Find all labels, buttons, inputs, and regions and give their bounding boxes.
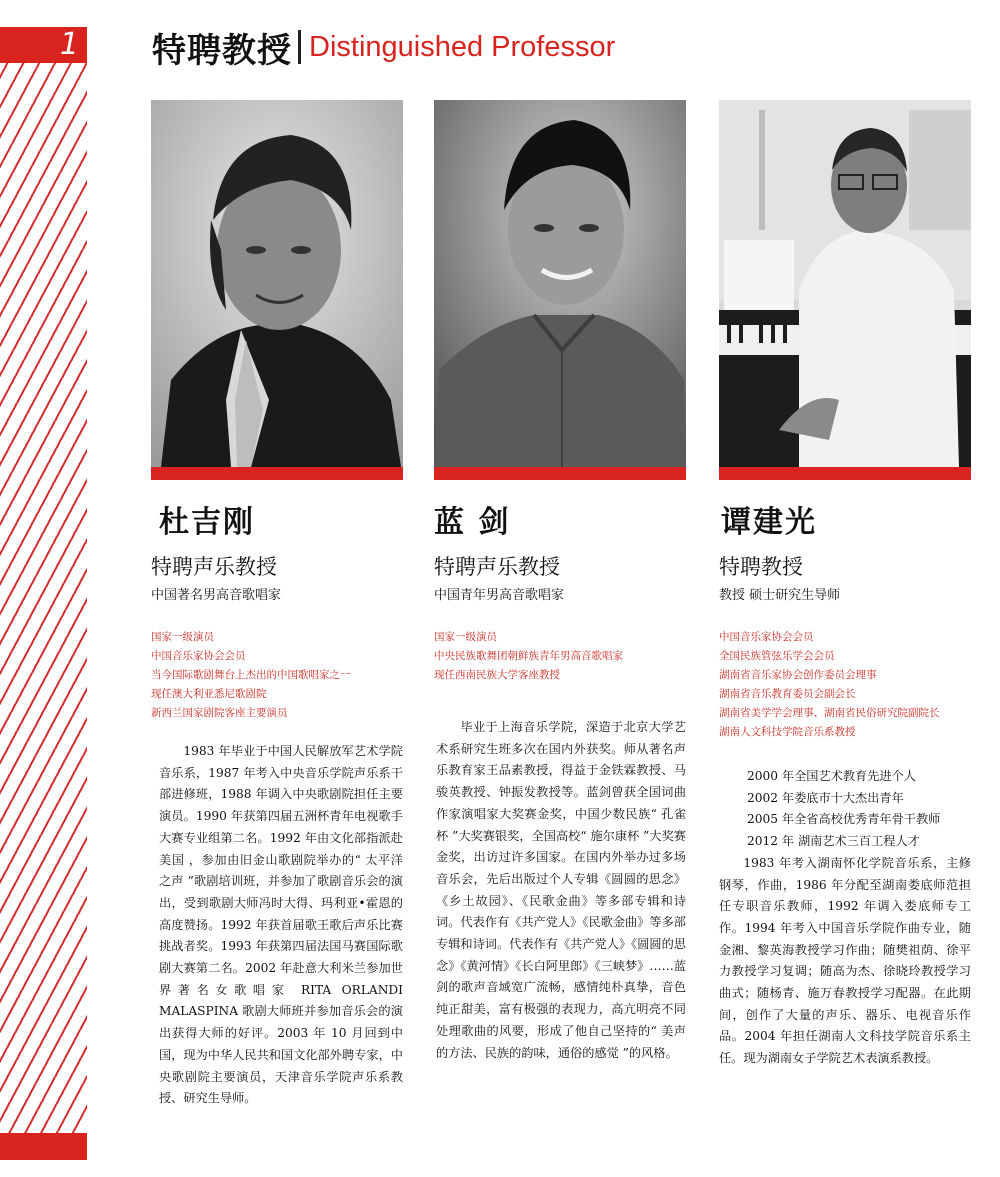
professor-card-3 bbox=[719, 100, 971, 1070]
professor-description: 中国著名男高音歌唱家 bbox=[151, 588, 282, 603]
professor-bio: 1983 年毕业于中国人民解放军艺术学院音乐系，1987 年考入中央音乐学院声乐系干部进修班，1988 年调入中央歌剧院担任主要演员。1990 年获第四届五洲杯青年电视歌手大赛专业组第二名。1992 年由文化部指派赴美国 ，参加由旧金山歌剧院举办的“ 太平洋之声 ”歌剧培训班，并参加了歌剧音乐会的演出，受到歌剧大师冯时大得、玛利亚•霍恩的高度赞扬。1992 年获首届歌王歌后声乐比赛挑战者奖。1993 年获第四届法国马赛国际歌剧大赛第二名。2002 年赴意大利米兰参加世界著名女歌唱家 RITA ORLANDI MALASPINA 歌剧大师班并参加音乐会的演出获得大师的好评。2003 年 10 月回到中国，现为中华人民共和国文化部外聘专家，中央歌剧院主要演员，天津音乐学院声乐系教授、研究生导师。 bbox=[159, 744, 403, 1106]
honor-item: 湖南省美学学会理事、湖南省民俗研究院副院长 bbox=[719, 707, 940, 719]
award-item: 2012 年 湖南艺术三百工程人才 bbox=[747, 834, 920, 849]
title-divider bbox=[298, 30, 301, 64]
honor-item: 全国民族管弦乐学会会员 bbox=[719, 650, 835, 662]
professor-description: 教授 硕士研究生导师 bbox=[719, 588, 841, 603]
honor-item: 国家一级演员 bbox=[434, 631, 497, 643]
page-title-cn: 特聘教授 bbox=[152, 30, 292, 71]
professor-description: 中国青年男高音歌唱家 bbox=[434, 588, 565, 603]
left-stripe-bar bbox=[0, 62, 87, 1134]
professor-name: 谭建光 bbox=[721, 505, 817, 540]
professor-name: 蓝 剑 bbox=[434, 505, 511, 540]
honor-item: 国家一级演员 bbox=[151, 631, 214, 643]
page-number: 1 bbox=[59, 27, 79, 62]
honor-item: 湖南省音乐家协会创作委员会理事 bbox=[719, 669, 877, 681]
award-item: 2000 年全国艺术教育先进个人 bbox=[747, 769, 916, 783]
page-header bbox=[152, 22, 615, 72]
honor-item: 湖南人文科技学院音乐系教授 bbox=[719, 726, 856, 738]
page-number-tab bbox=[0, 27, 87, 63]
portrait-image bbox=[719, 100, 971, 467]
portrait-image bbox=[434, 100, 686, 467]
professor-bio: 毕业于上海音乐学院，深造于北京大学艺术系研究生班多次在国内外获奖。师从著名声乐教育家王品素教授，得益于金铁霖教授、马骏英教授、钟振发教授等。蓝剑曾获全国词曲作家演唱家大奖赛金奖，中国少数民族“ 孔雀杯 ”大奖赛银奖，全国高校“ 施尔康杯 ”大奖赛金奖，出访过许多国家。在国内外举办过多场音乐会，先后出版过个人专辑《圆圆的思念》《乡土故园》、《民歌金曲》等多部专辑和诗词。代表作有《共产党人》《民歌金曲》等多部专辑和诗词。代表作有《共产党人》《圆圆的思念》《黄河情》《长白阿里郎》《三峡梦》……蓝剑的歌声音域宽广流畅，感情纯朴真挚，音色纯正甜美，富有极强的表现力，高亢明亮不同处理歌曲的风要，形成了他自己坚持的“ 美声的方法、民族的韵味，通俗的感觉 ”的风格。 bbox=[436, 720, 686, 1060]
professor-bio: 1983 年考入湖南怀化学院音乐系，主修钢琴，作曲，1986 年分配至湖南娄底师范担任专职音乐教师，1992 年调入娄底师专工作。1994 年考入中国音乐学院作曲专业，随金湘、黎英海教授学习作曲；随樊祖荫、徐平力教授学习复调；随高为杰、徐晓玲教授学习曲式；随杨青、施万春教授学习配器。在此期间，创作了大量的声乐、器乐、电视音乐作品。2004 年担任湖南人文科技学院音乐系主任。现为湖南女子学院艺术表演系教授。 bbox=[719, 855, 971, 1066]
honor-item: 湖南省音乐教育委员会副会长 bbox=[719, 688, 856, 700]
professor-photo bbox=[151, 100, 403, 467]
honor-item: 中国音乐家协会会员 bbox=[719, 631, 814, 643]
honor-item: 新西兰国家剧院客座主要演员 bbox=[151, 707, 288, 719]
photo-red-bar bbox=[434, 467, 686, 480]
honor-item: 现任澳大利亚悉尼歌剧院 bbox=[151, 688, 267, 700]
honors-list bbox=[151, 628, 403, 723]
professor-role: 特聘声乐教授 bbox=[434, 555, 560, 579]
professor-role: 特聘教授 bbox=[719, 555, 803, 579]
honor-item: 现任西南民族大学客座教授 bbox=[434, 669, 560, 681]
honor-item: 中国音乐家协会会员 bbox=[151, 650, 246, 662]
bottom-red-tab bbox=[0, 1133, 87, 1160]
honors-list bbox=[719, 628, 971, 742]
portrait-image bbox=[151, 100, 403, 467]
professor-photo bbox=[719, 100, 971, 467]
award-item: 2005 年全省高校优秀青年骨干教师 bbox=[747, 812, 941, 827]
professor-card-2 bbox=[434, 100, 686, 1064]
professor-role: 特聘声乐教授 bbox=[151, 555, 277, 579]
honors-list bbox=[434, 628, 686, 685]
honor-item: 当今国际歌剧舞台上杰出的中国歌唱家之一 bbox=[151, 669, 351, 681]
award-item: 2002 年娄底市十大杰出青年 bbox=[747, 790, 904, 805]
photo-red-bar bbox=[719, 467, 971, 480]
professor-name: 杜吉刚 bbox=[159, 505, 255, 540]
professor-photo bbox=[434, 100, 686, 467]
photo-red-bar bbox=[151, 467, 403, 480]
awards-list bbox=[719, 766, 971, 853]
professor-card-1 bbox=[151, 100, 403, 1110]
honor-item: 中央民族歌舞团朝鲜族青年男高音歌唱家 bbox=[434, 650, 623, 662]
page-title-en: Distinguished Professor bbox=[309, 30, 616, 63]
